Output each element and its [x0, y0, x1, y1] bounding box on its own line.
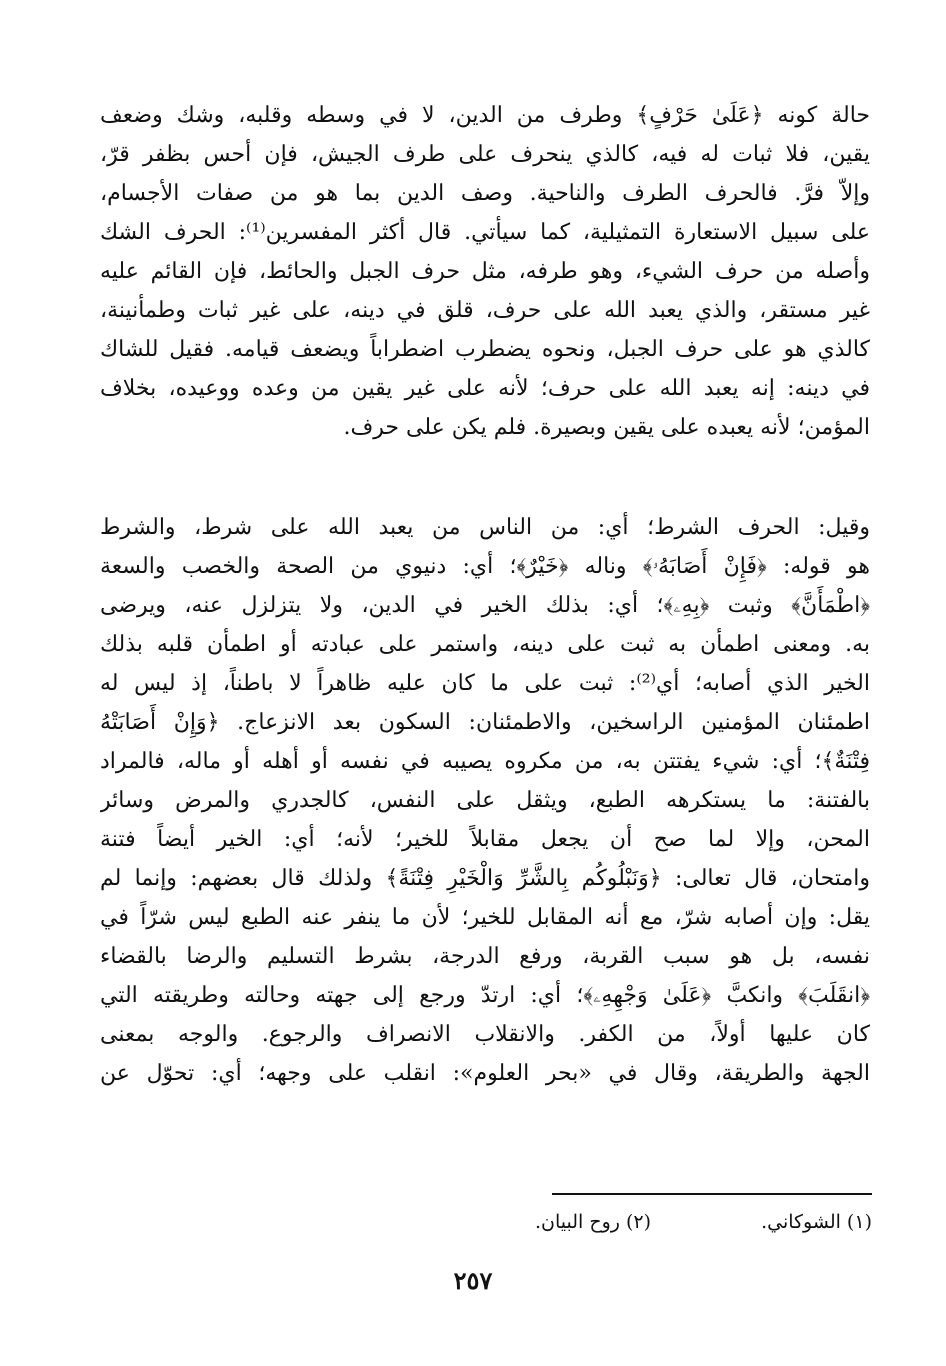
- text-line: حالة كونه ﴿عَلَىٰ حَرْفٍ﴾ وطرف من الدين، لا في وسطه وقلبه، وشك وضعف: [100, 103, 870, 128]
- text-line: كان عليها أولاً، من الكفر. والانقلاب الانصراف والرجوع. والوجه بمعنى: [100, 1022, 870, 1047]
- paragraph-2: [100, 508, 870, 1093]
- footnote-1: (١) الشوكاني.: [761, 1211, 872, 1233]
- footnote-separator: [552, 1193, 872, 1195]
- text-line: على سبيل الاستعارة التمثيلية، كما سيأتي. قال أكثر المفسرين⁽¹⁾: الحرف الشك: [100, 220, 870, 245]
- text-line: وامتحان، قال تعالى: ﴿وَنَبْلُوكُم بِالشَّرِّ وَالْخَيْرِ فِتْنَةً﴾ ولذلك قال بعضهم: وإنما لم: [100, 866, 870, 891]
- text-line: وإلاّ فرَّ. فالحرف الطرف والناحية. وصف الدين بما هو من صفات الأجسام،: [100, 181, 870, 206]
- text-line: في دينه: إنه يعبد الله على حرف؛ لأنه على غير يقين من وعده ووعيده، بخلاف: [100, 376, 870, 401]
- text-line: غير مستقر، والذي يعبد الله على حرف، قلق في دينه، على غير ثبات وطمأنينة،: [100, 298, 870, 323]
- text-line: يقل: وإن أصابه شرّ، مع أنه المقابل للخير؛ لأن ما ينفر عنه الطبع ليس شرّاً في: [100, 905, 870, 930]
- text-line: كالذي هو على حرف الجبل، ونحوه يضطرب اضطراباً ويضعف قيامه. فقيل للشاك: [100, 337, 870, 362]
- text-line: فِتْنَةٌ﴾؛ أي: شيء يفتتن به، من مكروه يصيبه في نفسه أو أهله أو ماله، فالمراد: [100, 749, 870, 774]
- text-line: وأصله من حرف الشيء، وهو طرفه، مثل حرف الجبل والحائط، فإن القائم عليه: [100, 259, 870, 284]
- text-line: يقين، فلا ثبات له فيه، كالذي ينحرف على طرف الجيش، فإن أحس بظفر قرّ،: [100, 142, 870, 167]
- footnotes: [425, 1207, 872, 1237]
- text-line: نفسه، بل هو سبب القربة، ورفع الدرجة، بشرط التسليم والرضا بالقضاء: [100, 944, 870, 969]
- paragraph-1: [100, 96, 870, 447]
- text-line: المحن، وإلا لما صح أن يجعل مقابلاً للخير؛ لأنه؛ أي: الخير أيضاً فتنة: [100, 827, 870, 852]
- text-line: اطمئنان المؤمنين الراسخين، والاطمئنان: السكون بعد الانزعاج. ﴿وَإِنْ أَصَابَتْهُ: [100, 710, 870, 735]
- footnote-2: (٢) روح البيان.: [534, 1211, 652, 1233]
- text-line: به. ومعنى اطمأن به ثبت على دينه، واستمر على عبادته أو اطمأن قلبه بذلك: [100, 632, 870, 657]
- page-number: ٢٥٧: [453, 1266, 493, 1295]
- text-line: المؤمن؛ لأنه يعبده على يقين وبصيرة. فلم يكن على حرف.: [343, 415, 870, 440]
- text-line: الخير الذي أصابه؛ أي⁽²⁾: ثبت على ما كان عليه ظاهراً لا باطناً، إذ ليس له: [100, 671, 870, 696]
- text-line: ﴿اطْمَأَنَّ﴾ وثبت ﴿بِهِۦ﴾؛ أي: بذلك الخير في الدين، ولا يتزلزل عنه، ويرضى: [100, 593, 870, 618]
- text-line: وقيل: الحرف الشرط؛ أي: من الناس من يعبد الله على شرط، والشرط: [100, 515, 870, 540]
- text-line: بالفتنة: ما يستكرهه الطبع، ويثقل على النفس، كالجدري والمرض وسائر: [100, 788, 870, 813]
- text-line: ﴿انقَلَبَ﴾ وانكبَّ ﴿عَلَىٰ وَجْهِهِۦ﴾؛ أي: ارتدّ ورجع إلى جهته وحالته وطريقته التي: [100, 983, 870, 1008]
- text-line: هو قوله: ﴿فَإِنْ أَصَابَهُۥ﴾ وناله ﴿خَيْرٌ﴾؛ أي: دنيوي من الصحة والخصب والسعة: [100, 554, 870, 579]
- text-line: الجهة والطريقة، وقال في «بحر العلوم»: انقلب على وجهه؛ أي: تحوّل عن: [100, 1061, 870, 1086]
